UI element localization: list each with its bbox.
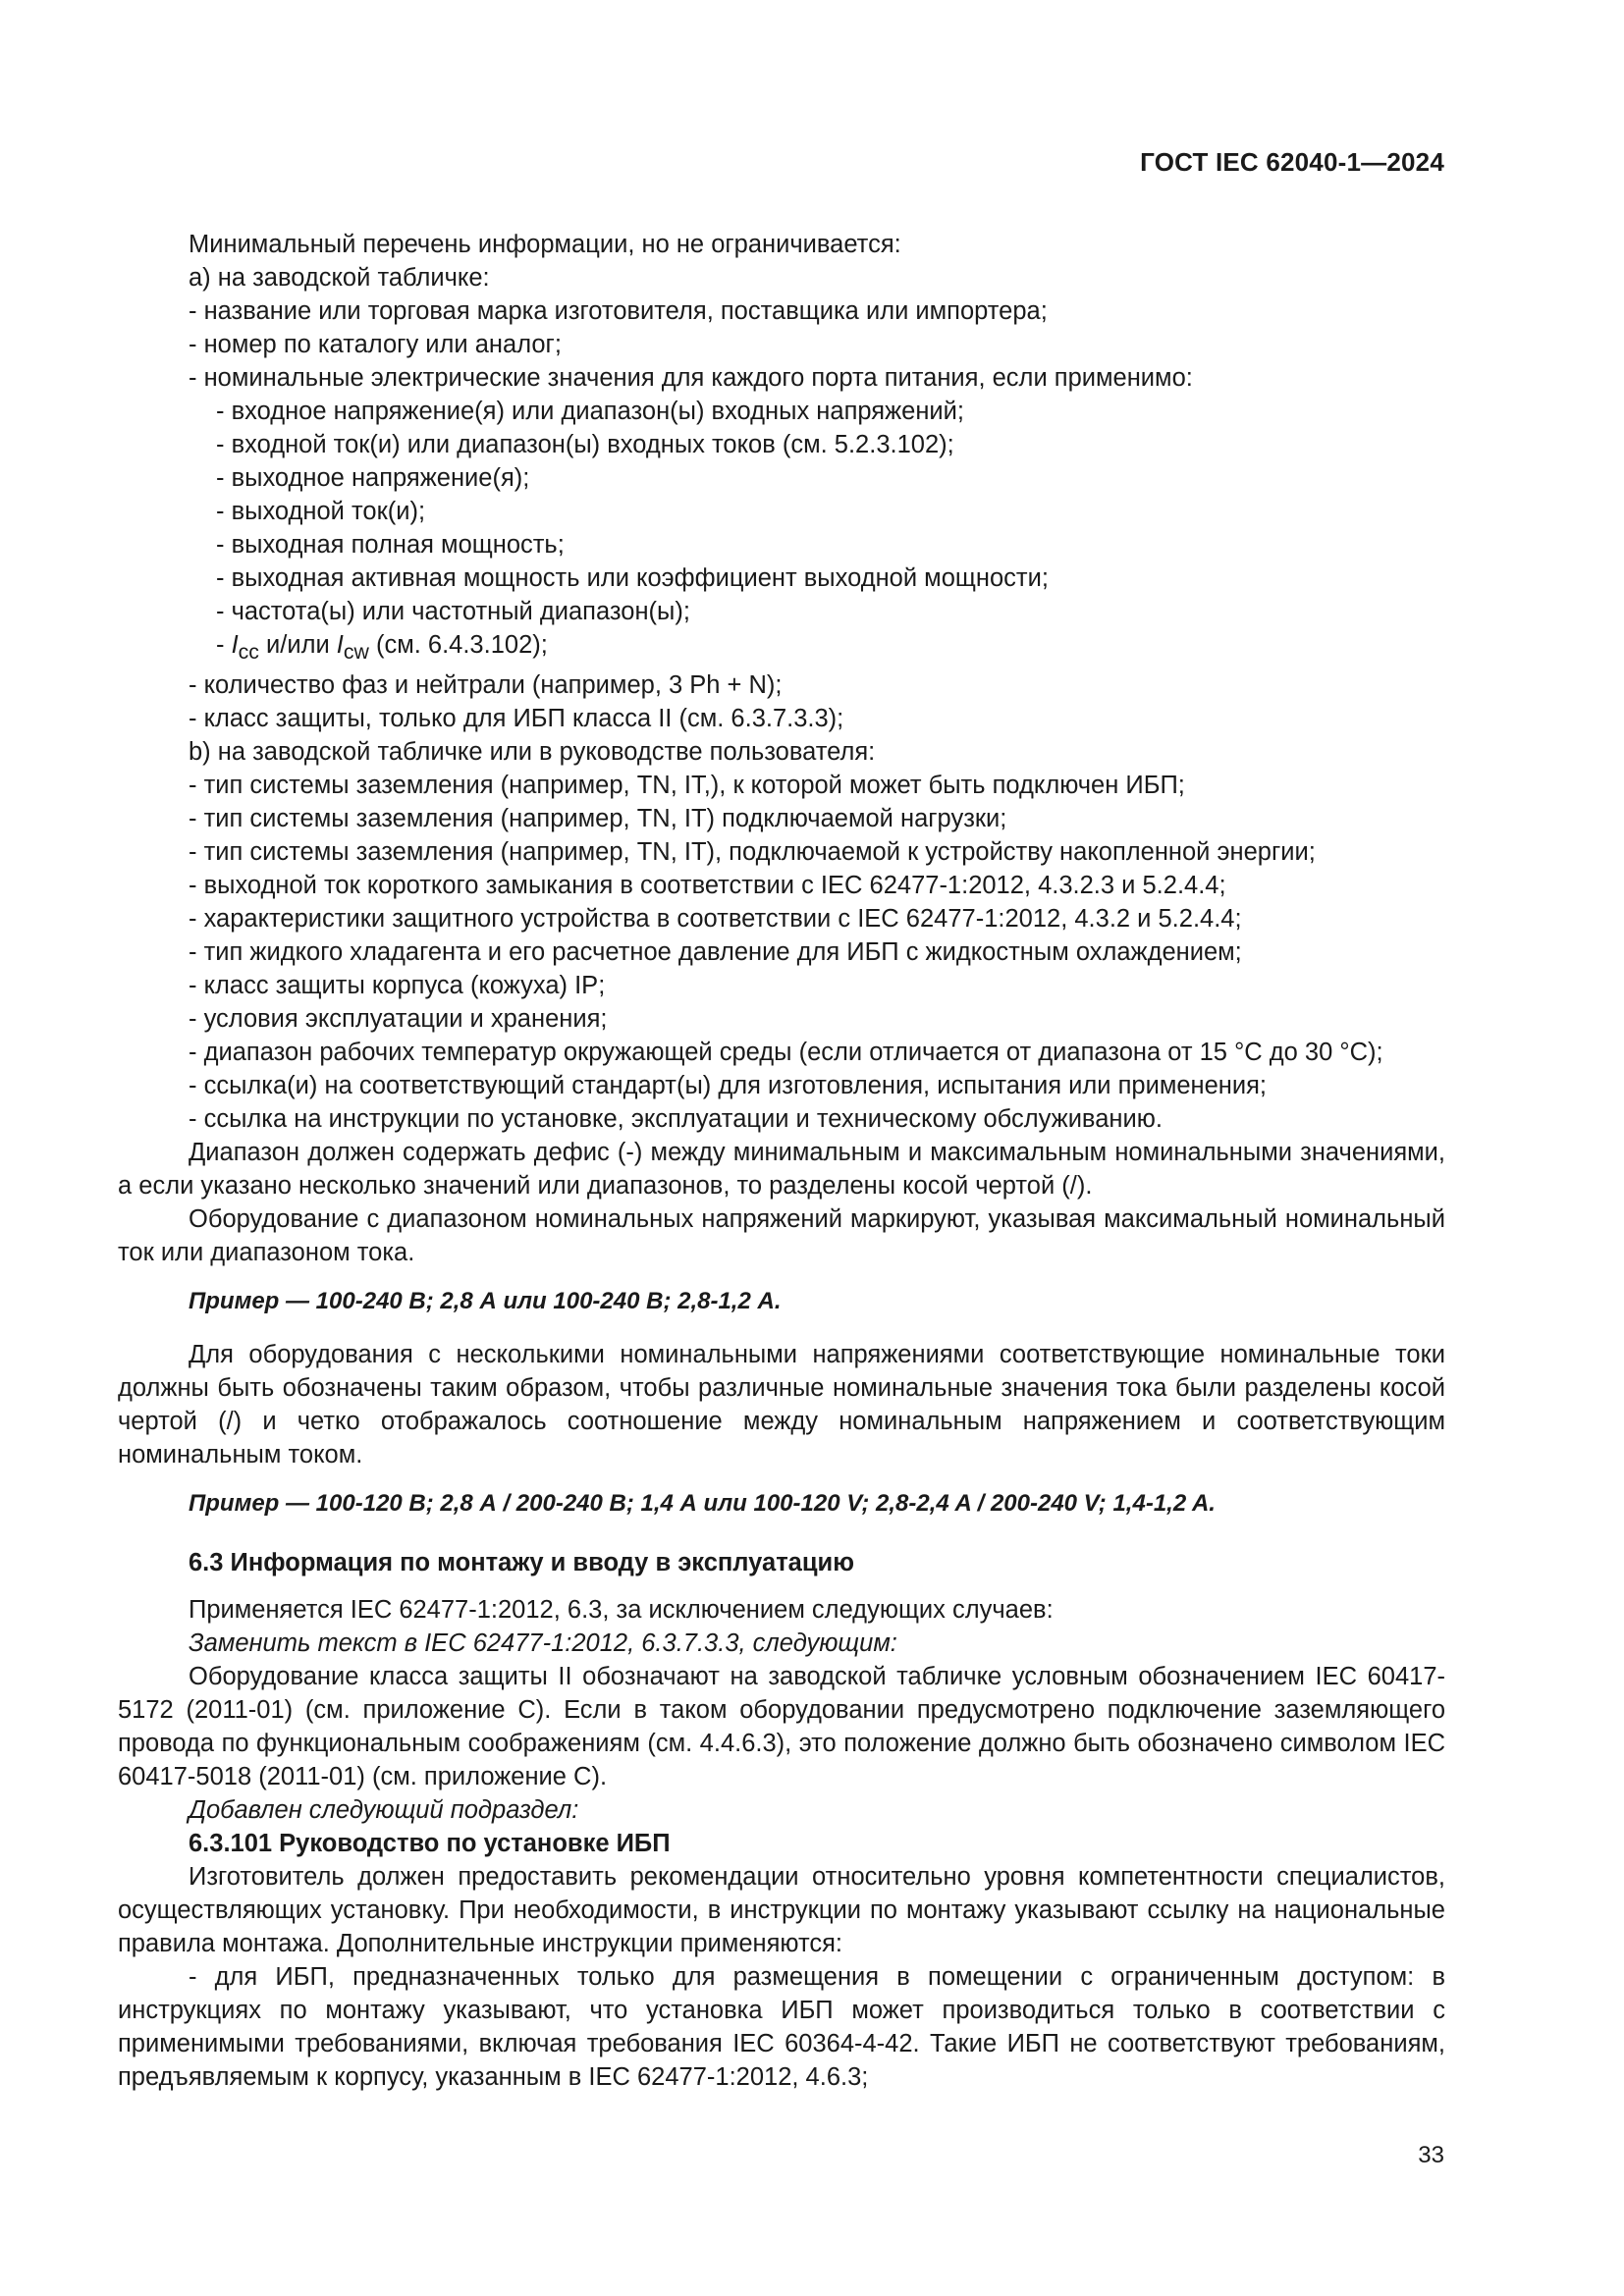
paragraph: Применяется IEC 62477-1:2012, 6.3, за исключением следующих случаев:: [189, 1596, 1054, 1625]
sub-list-item: - входное напряжение(я) или диапазон(ы) входных напряжений;: [216, 398, 964, 425]
list-item: - ссылка на инструкции по установке, эксплуатации и техническому обслуживанию.: [189, 1105, 1163, 1134]
paragraph: Изготовитель должен предоставить рекомендации относительно уровня компетентности специалистов, осуществляющих установку. При необходимости, в инструкции по монтажу указывают ссылку на национальные правила монтажа. Дополнительные инструкции применяются:: [118, 1863, 1445, 1958]
list-item: - ссылка(и) на соответствующий стандарт(ы) для изготовления, испытания или применения;: [189, 1072, 1268, 1100]
paragraph: - для ИБП, предназначенных только для размещения в помещении с ограниченным доступом: в инструкциях по монтажу указывают, что установка ИБП может производиться только в соответствии с применимыми требованиями, включая требования IEC 60364-4-42. Такие ИБП не соответствуют требованиям, предъявляемым к корпусу, указанным в IEC 62477-1:2012, 4.6.3;: [118, 1963, 1445, 2092]
sub-list-item: - входной ток(и) или диапазон(ы) входных токов (см. 5.2.3.102);: [216, 431, 954, 458]
instruction-line: Добавлен следующий подраздел:: [189, 1796, 579, 1825]
item-conjunction: и/или: [258, 631, 337, 659]
sub-list-item: - выходной ток(и);: [216, 498, 426, 525]
example: Пример — 100-120 В; 2,8 А / 200-240 В; 1,4 А или 100-120 V; 2,8-2,4 A / 200-240 V; 1,4-1,2 A.: [189, 1490, 1216, 1518]
list-heading-b: b) на заводской табличке или в руководстве пользователя:: [189, 738, 876, 767]
subscript-cc: cc: [238, 640, 259, 665]
paragraph: Для оборудования с несколькими номинальными напряжениями соответствующие номинальные токи должны быть обозначены таким образом, чтобы различные номинальные значения тока были разделены косой чертой (/) и четко отображалось соотношение между номинальным напряжением и соответствующим номинальным током.: [118, 1341, 1445, 1469]
example: Пример — 100-240 В; 2,8 А или 100-240 В; 2,8-1,2 А.: [189, 1288, 782, 1315]
sub-list-item: - частота(ы) или частотный диапазон(ы);: [216, 598, 690, 625]
list-item: - название или торговая марка изготовителя, поставщика или импортера;: [189, 297, 1048, 325]
list-item: - тип системы заземления (например, TN, IT,), к которой может быть подключен ИБП;: [189, 772, 1185, 800]
subsection-heading: 6.3.101 Руководство по установке ИБП: [189, 1830, 671, 1858]
sub-list-item-current: [118, 628, 1445, 668]
list-item: - тип системы заземления (например, TN, IT) подключаемой нагрузки;: [189, 805, 1007, 833]
list-item: - условия эксплуатации и хранения;: [189, 1005, 608, 1034]
list-item: - характеристики защитного устройства в соответствии с IEC 62477-1:2012, 4.3.2 и 5.2.4.4;: [189, 905, 1242, 934]
document-body: [118, 228, 1445, 2094]
list-item: - количество фаз и нейтрали (например, 3 Ph + N);: [189, 671, 783, 700]
section-heading: 6.3 Информация по монтажу и вводу в эксплуатацию: [189, 1549, 854, 1577]
paragraph: Оборудование класса защиты II обозначают на заводской табличке условным обозначением IEC 60417-5172 (2011-01) (см. приложение С). Если в таком оборудовании предусмотрено подключение заземляющего провода по функциональным соображениям (см. 4.4.6.3), это положение должно быть обозначено символом IEC 60417-5018 (2011-01) (см. приложение С).: [118, 1663, 1445, 1791]
list-item: - номинальные электрические значения для каждого порта питания, если применимо:: [189, 364, 1193, 392]
subscript-cw: cw: [343, 640, 369, 665]
symbol-i: I: [231, 631, 239, 659]
paragraph: Диапазон должен содержать дефис (-) между минимальным и максимальным номинальными значениями, а если указано несколько значений или диапазонов, то разделены косой чертой (/).: [118, 1139, 1445, 1201]
list-item: - класс защиты, только для ИБП класса II (см. 6.3.7.3.3);: [189, 705, 844, 733]
document-header: ГОСТ IEC 62040-1—2024: [1140, 147, 1444, 177]
sub-list-item: - выходная полная мощность;: [216, 531, 565, 559]
sub-list-item: - выходная активная мощность или коэффициент выходной мощности;: [216, 564, 1049, 592]
list-item: - тип системы заземления (например, TN, IT), подключаемой к устройству накопленной энергии;: [189, 838, 1316, 867]
paragraph: Оборудование с диапазоном номинальных напряжений маркируют, указывая максимальный номинальный ток или диапазоном тока.: [118, 1205, 1445, 1267]
sub-list-item: - выходное напряжение(я);: [216, 464, 530, 492]
list-item: - диапазон рабочих температур окружающей среды (если отличается от диапазона от 15 °С до 30 °С);: [189, 1039, 1383, 1067]
item-reference: (см. 6.4.3.102);: [368, 631, 548, 659]
intro-line: Минимальный перечень информации, но не ограничивается:: [189, 231, 901, 258]
list-item: - выходной ток короткого замыкания в соответствии с IEC 62477-1:2012, 4.3.2.3 и 5.2.4.4;: [189, 872, 1226, 900]
instruction-line: Заменить текст в IEC 62477-1:2012, 6.3.7.3.3, следующим:: [189, 1629, 897, 1658]
list-item: - номер по каталогу или аналог;: [189, 331, 562, 358]
page-number: 33: [1418, 2142, 1444, 2168]
list-item: - класс защиты корпуса (кожуха) IP;: [189, 972, 606, 1000]
list-heading-a: а) на заводской табличке:: [189, 264, 490, 292]
symbol-i: I: [336, 631, 344, 659]
list-item: - тип жидкого хладагента и его расчетное давление для ИБП с жидкостным охлаждением;: [189, 938, 1242, 967]
item-prefix: -: [216, 631, 232, 659]
